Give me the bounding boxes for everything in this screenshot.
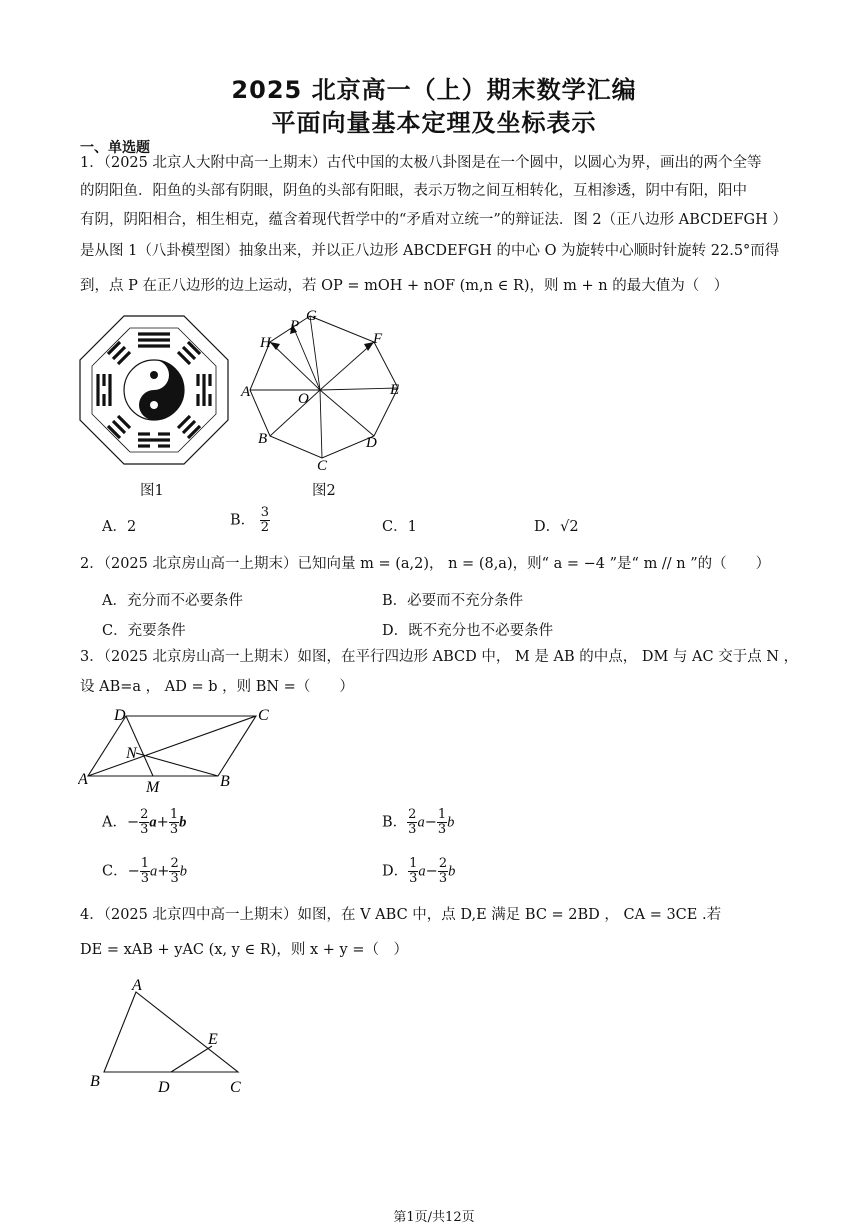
page-subtitle: 平面向量基本定理及坐标表示 [271,109,597,137]
label-h: H [260,335,271,351]
q1-line4: 是从图 1（八卦模型图）抽象出来，并以正八边形 ABCDEFGH 的中心 O 为旋转中心顺时针旋转 22.5°而得 [80,243,780,259]
label-a: A [78,771,88,788]
label-a: A [132,977,142,994]
label-f: F [373,331,383,347]
q3-option-d[interactable]: D． $\frac{1}{3}$ a− $\frac{2}{3}$ b [382,856,456,886]
octagon-figure [240,306,410,474]
q3-line2: 设 AB=a ， AD = b ，则 BN =（ ） [80,679,354,695]
label-c: C [258,707,269,724]
page-footer: 第1页/共12页 [393,1210,475,1225]
q1-line1: 1．（2025 北京人大附中高一上期末）古代中国的太极八卦图是在一个圆中，以圆心为界，画出的两个全等 [80,155,762,171]
q1-line2: 的阴阳鱼．阳鱼的头部有阴眼，阴鱼的头部有阳眼，表示万物之间互相转化，互相渗透，阴中有阳，阳中 [80,183,747,199]
label-n: N [126,745,137,762]
q1-line5: 到，点 P 在正八边形的边上运动，若 OP = mOH + nOF (m,n ∈ R)，则 m + n 的最大值为（ ） [80,278,729,294]
q2-line1: 2．（2025 北京房山高一上期末）已知向量 m = (a,2)， n = (8,a)，则“ a = −4 ”是“ m // n ”的（ ） [80,556,771,572]
q1-option-b-label: B． [230,512,256,529]
label-o: O [298,391,309,407]
page-title: 2025 北京高一（上）期末数学汇编 [231,76,637,104]
q1-option-d[interactable]: D．√2 [534,519,579,535]
q3-line1: 3．（2025 北京房山高一上期末）如图，在平行四边形 ABCD 中， M 是 AB 的中点， DM 与 AC 交于点 N ， [80,649,799,665]
section-heading: 一、单选题 [80,140,150,156]
q3-option-b[interactable]: B． $\frac{2}{3}$ a− $\frac{1}{3}$ b [382,807,455,837]
label-m: M [146,779,160,796]
q2-option-a[interactable]: A．充分而不必要条件 [102,593,243,609]
bagua-figure [78,314,230,466]
q1-option-b-fraction: $\frac{3}{2}$ [260,505,270,535]
label-c: C [230,1079,241,1096]
label-d: D [366,435,377,451]
fig2-caption: 图2 [312,483,336,499]
parallelogram-figure [78,704,278,796]
label-p: P [290,318,300,334]
q4-line2: DE = xAB + yAC (x, y ∈ R)，则 x + y =（ ） [80,942,408,958]
q1-line3: 有阴，阴阳相合，相生相克，蕴含着现代哲学中的“矛盾对立统一”的辩证法．图 2（正八边形 ABCDEFGH ） [80,212,787,228]
q2-option-c[interactable]: C．充要条件 [102,623,186,639]
q3-option-a[interactable]: A．− $\frac{2}{3}$ a+ $\frac{1}{3}$ b [102,807,187,837]
label-c: C [317,458,328,474]
label-b: B [90,1073,100,1090]
label-b: B [220,773,230,790]
triangle-figure [88,976,258,1098]
q1-option-a[interactable]: A．2 [102,519,137,535]
q2-option-d[interactable]: D．既不充分也不必要条件 [382,623,554,639]
label-a: A [241,384,251,400]
q1-option-b[interactable] [230,506,270,535]
sqrt2: √2 [560,519,579,535]
label-d: D [158,1079,170,1096]
fig1-caption: 图1 [140,483,164,499]
q1-option-c[interactable]: C．1 [382,519,417,535]
label-e: E [208,1031,218,1048]
label-g: G [306,308,317,324]
label-e: E [390,382,400,398]
q2-option-b[interactable]: B．必要而不充分条件 [382,593,524,609]
label-d: D [114,707,126,724]
q4-line1: 4．（2025 北京四中高一上期末）如图，在 V ABC 中，点 D,E 满足 BC = 2BD ， CA = 3CE .若 [80,907,722,923]
label-b: B [258,431,268,447]
q3-option-c[interactable]: C．− $\frac{1}{3}$ a+ $\frac{2}{3}$ b [102,856,187,886]
